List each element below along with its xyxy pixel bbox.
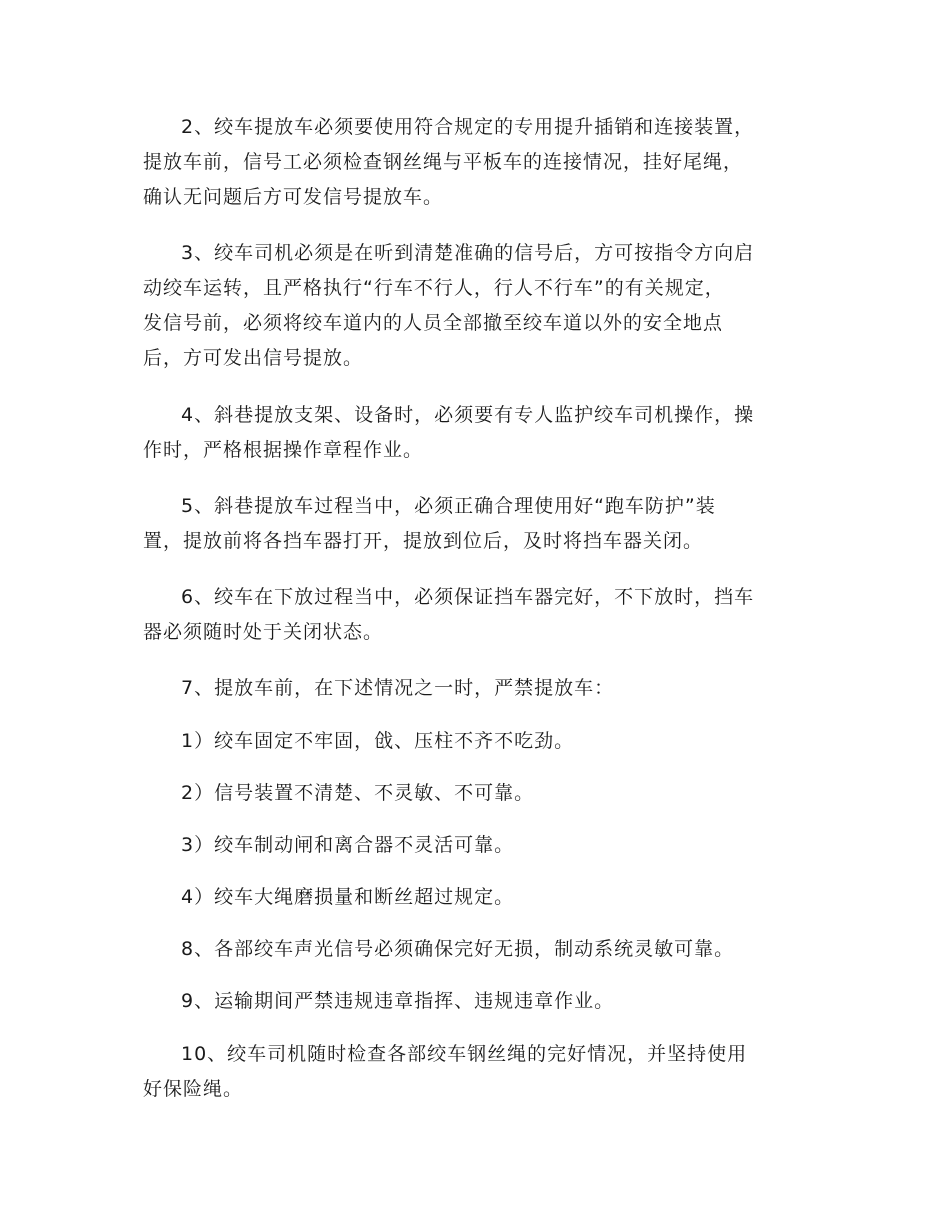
paragraph-item-2 <box>143 110 808 215</box>
text-line: 2、绞车提放车必须要使用符合规定的专用提升插销和连接装置， <box>181 116 755 138</box>
paragraph-subitem-4 <box>143 880 808 915</box>
paragraph-item-3 <box>143 236 808 376</box>
text-line: 好保险绳。 <box>143 1078 244 1100</box>
paragraph-subitem-2 <box>143 776 808 811</box>
paragraph-item-6 <box>143 580 808 650</box>
text-line: 4）绞车大绳磨损量和断丝超过规定。 <box>181 886 515 908</box>
text-line: 动绞车运转，且严格执行“行车不行人，行人不行车”的有关规定， <box>143 277 725 299</box>
paragraph-item-7 <box>143 671 808 706</box>
text-line: 确认无问题后方可发信号提放车。 <box>143 186 444 208</box>
paragraph-subitem-3 <box>143 828 808 863</box>
text-line: 后，方可发出信号提放。 <box>143 347 364 369</box>
text-line: 3、绞车司机必须是在听到清楚准确的信号后，方可按指令方向启 <box>181 242 755 264</box>
text-line: 置，提放前将各挡车器打开，提放到位后，及时将挡车器关闭。 <box>143 530 704 552</box>
text-line: 7、提放车前，在下述情况之一时，严禁提放车： <box>181 677 615 699</box>
text-line: 9、运输期间严禁违规违章指挥、违规违章作业。 <box>181 990 615 1012</box>
text-line: 3）绞车制动闸和离合器不灵活可靠。 <box>181 834 515 856</box>
text-line: 作时，严格根据操作章程作业。 <box>143 439 424 461</box>
paragraph-item-5 <box>143 489 808 559</box>
paragraph-item-10 <box>143 1037 808 1107</box>
text-line: 提放车前，信号工必须检查钢丝绳与平板车的连接情况，挂好尾绳， <box>143 151 744 173</box>
text-line: 发信号前，必须将绞车道内的人员全部撤至绞车道以外的安全地点 <box>143 312 724 334</box>
text-line: 1）绞车固定不牢固，戗、压柱不齐不吃劲。 <box>181 730 575 752</box>
paragraph-item-4 <box>143 398 808 468</box>
paragraph-subitem-1 <box>143 724 808 759</box>
text-line: 8、各部绞车声光信号必须确保完好无损，制动系统灵敏可靠。 <box>181 938 735 960</box>
paragraph-item-8 <box>143 932 808 967</box>
text-line: 10、绞车司机随时检查各部绞车钢丝绳的完好情况，并坚持使用 <box>181 1043 748 1065</box>
text-line: 6、绞车在下放过程当中，必须保证挡车器完好，不下放时，挡车 <box>181 586 755 608</box>
paragraph-item-9 <box>143 984 808 1019</box>
text-line: 2）信号装置不清楚、不灵敏、不可靠。 <box>181 782 535 804</box>
text-line: 5、斜巷提放车过程当中，必须正确合理使用好“跑车防护”装 <box>181 495 716 517</box>
text-line: 4、斜巷提放支架、设备时，必须要有专人监护绞车司机操作，操 <box>181 404 755 426</box>
text-line: 器必须随时处于关闭状态。 <box>143 621 384 643</box>
